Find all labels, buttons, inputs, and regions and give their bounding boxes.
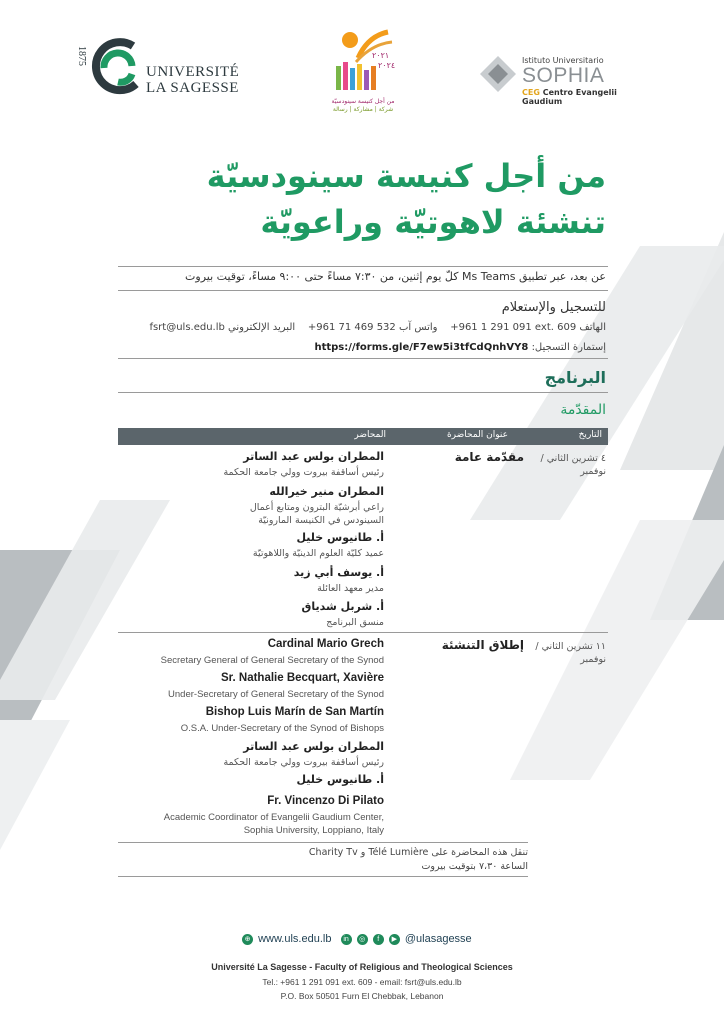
- synod-logo: [328, 28, 396, 122]
- divider: [118, 358, 608, 359]
- broadcast-note: تنقل هذه المحاضرة على Télé Lumière و Charity Tv الساعة ٧،٣٠ بتوقيت بيروت: [308, 847, 528, 872]
- speaker-role: رئيس أساقفة بيروت وولي جامعة الحكمة: [223, 467, 384, 478]
- phone-number[interactable]: +961 1 291 091 ext. 609: [450, 322, 577, 333]
- uls-name: UNIVERSITÉ LA SAGESSE: [146, 64, 240, 96]
- session-1-date: ٤ تشرين الثاني / نوفمبر: [540, 453, 606, 477]
- uls-emblem-icon: [88, 38, 148, 100]
- section-heading: المقدّمة: [560, 402, 606, 418]
- schedule-info: عن بعد، عبر تطبيق Ms Teams كلّ يوم إثنين، من ٧:٣٠ مساءً حتى ٩:٠٠ مساءً، توقيت بيروت: [185, 270, 606, 283]
- table-header: [118, 428, 608, 445]
- registration-heading: للتسجيل والإستعلام: [501, 300, 606, 315]
- speaker-name: أ. طانيوس خليل: [296, 773, 384, 786]
- column-topic: عنوان المحاضرة: [446, 430, 508, 440]
- footer-address: P.O. Box 50501 Furn El Chebbak, Lebanon: [280, 991, 444, 1001]
- speaker-role: رئيس أساقفة بيروت وولي جامعة الحكمة: [223, 757, 384, 768]
- sophia-logo: Istituto Universitario SOPHIA CEG Centro Evangelii Gaudium: [478, 52, 648, 102]
- footer-links: [242, 933, 472, 945]
- globe-icon: ⊕: [242, 934, 253, 945]
- row-divider: [118, 842, 528, 843]
- row-divider: [118, 876, 528, 877]
- column-speaker: المحاضر: [354, 430, 386, 440]
- speaker-name: Sr. Nathalie Becquart, Xavière: [221, 672, 384, 684]
- speaker-role: O.S.A. Under-Secretary of the Synod of Bishops: [180, 723, 384, 734]
- synod-caption: من أجل كنيسة سينودسيّة شركة | مشاركة | رسالة: [331, 98, 395, 113]
- speaker-role: مدير معهد العائلة: [317, 583, 384, 594]
- instagram-icon[interactable]: ◎: [357, 934, 368, 945]
- divider: [118, 266, 608, 267]
- linkedin-icon[interactable]: in: [341, 934, 352, 945]
- speaker-role: Under-Secretary of General Secretary of the Synod: [168, 689, 384, 700]
- column-date: التاريخ: [578, 430, 602, 440]
- speaker-name: المطران منير خيرالله: [269, 485, 384, 498]
- divider: [118, 392, 608, 393]
- speaker-role: راعي أبرشيّة البترون ومتابع أعمال السينودس في الكنيسة المارونيّة: [249, 502, 384, 526]
- facebook-icon[interactable]: f: [373, 934, 384, 945]
- row-divider: [118, 632, 608, 633]
- speaker-role: عميد كليّة العلوم الدينيّة واللاهوتيّة: [252, 548, 384, 559]
- speaker-role: Secretary General of General Secretary of the Synod: [160, 655, 384, 666]
- synod-years-2: ٢٠٢٤: [378, 61, 396, 70]
- speaker-name: Cardinal Mario Grech: [267, 638, 384, 650]
- divider: [118, 290, 608, 291]
- speaker-name: المطران بولس عبد الساتر: [243, 450, 384, 463]
- speaker-name: Bishop Luis Marín de San Martín: [205, 706, 384, 718]
- footer-faculty: Université La Sagesse - Faculty of Religious and Theological Sciences: [211, 962, 513, 972]
- sophia-diamond-icon: [478, 54, 518, 96]
- page-title-line-2: تنشئة لاهوتيّة وراعويّة: [260, 203, 606, 241]
- session-2-date: ١١ تشرين الثاني / نوفمبر: [535, 641, 606, 665]
- speaker-name: المطران بولس عبد الساتر: [243, 740, 384, 753]
- program-heading: البرنامج: [544, 368, 606, 387]
- whatsapp-number[interactable]: +961 71 469 532: [307, 322, 396, 333]
- youtube-icon[interactable]: ▶: [389, 934, 400, 945]
- page-title-line-1: من أجل كنيسة سينودسيّة: [206, 157, 606, 195]
- speaker-name: Fr. Vincenzo Di Pilato: [267, 795, 384, 807]
- contact-line: الهاتف +961 1 291 091 ext. 609 واتس آب +961 71 469 532 البريد الإلكتروني fsrt@uls.edu.lb: [149, 322, 606, 333]
- registration-form-link[interactable]: https://forms.gle/F7ew5i3tfCdQnhVY8: [314, 342, 529, 353]
- speaker-role: منسق البرنامج: [326, 617, 384, 628]
- speaker-role: Academic Coordinator of Evangelii Gaudium Center, Sophia University, Loppiano, Italy: [163, 812, 384, 836]
- session-2-topic: إطلاق التنشئة: [441, 638, 524, 652]
- footer-contact: Tel.: +961 1 291 091 ext. 609 - email: fsrt@uls.edu.lb: [262, 977, 462, 987]
- email-link[interactable]: fsrt@uls.edu.lb: [149, 322, 225, 333]
- uls-founding-year: 1875: [76, 46, 87, 66]
- website-link[interactable]: www.uls.edu.lb: [258, 933, 332, 945]
- session-1-topic: مقدّمة عامة: [454, 450, 524, 464]
- speaker-name: أ. طانيوس خليل: [296, 531, 384, 544]
- registration-form-line: إستمارة التسجيل: https://forms.gle/F7ew5i3tfCdQnhVY8: [314, 342, 606, 353]
- speaker-name: أ. شربل شدياق: [301, 600, 384, 613]
- synod-emblem-icon: [328, 28, 396, 98]
- uls-logo: [78, 38, 248, 108]
- synod-years-1: ٢٠٢١: [372, 51, 390, 60]
- social-handle[interactable]: @ulasagesse: [404, 933, 472, 945]
- speaker-name: أ. يوسف أبي زيد: [293, 566, 384, 579]
